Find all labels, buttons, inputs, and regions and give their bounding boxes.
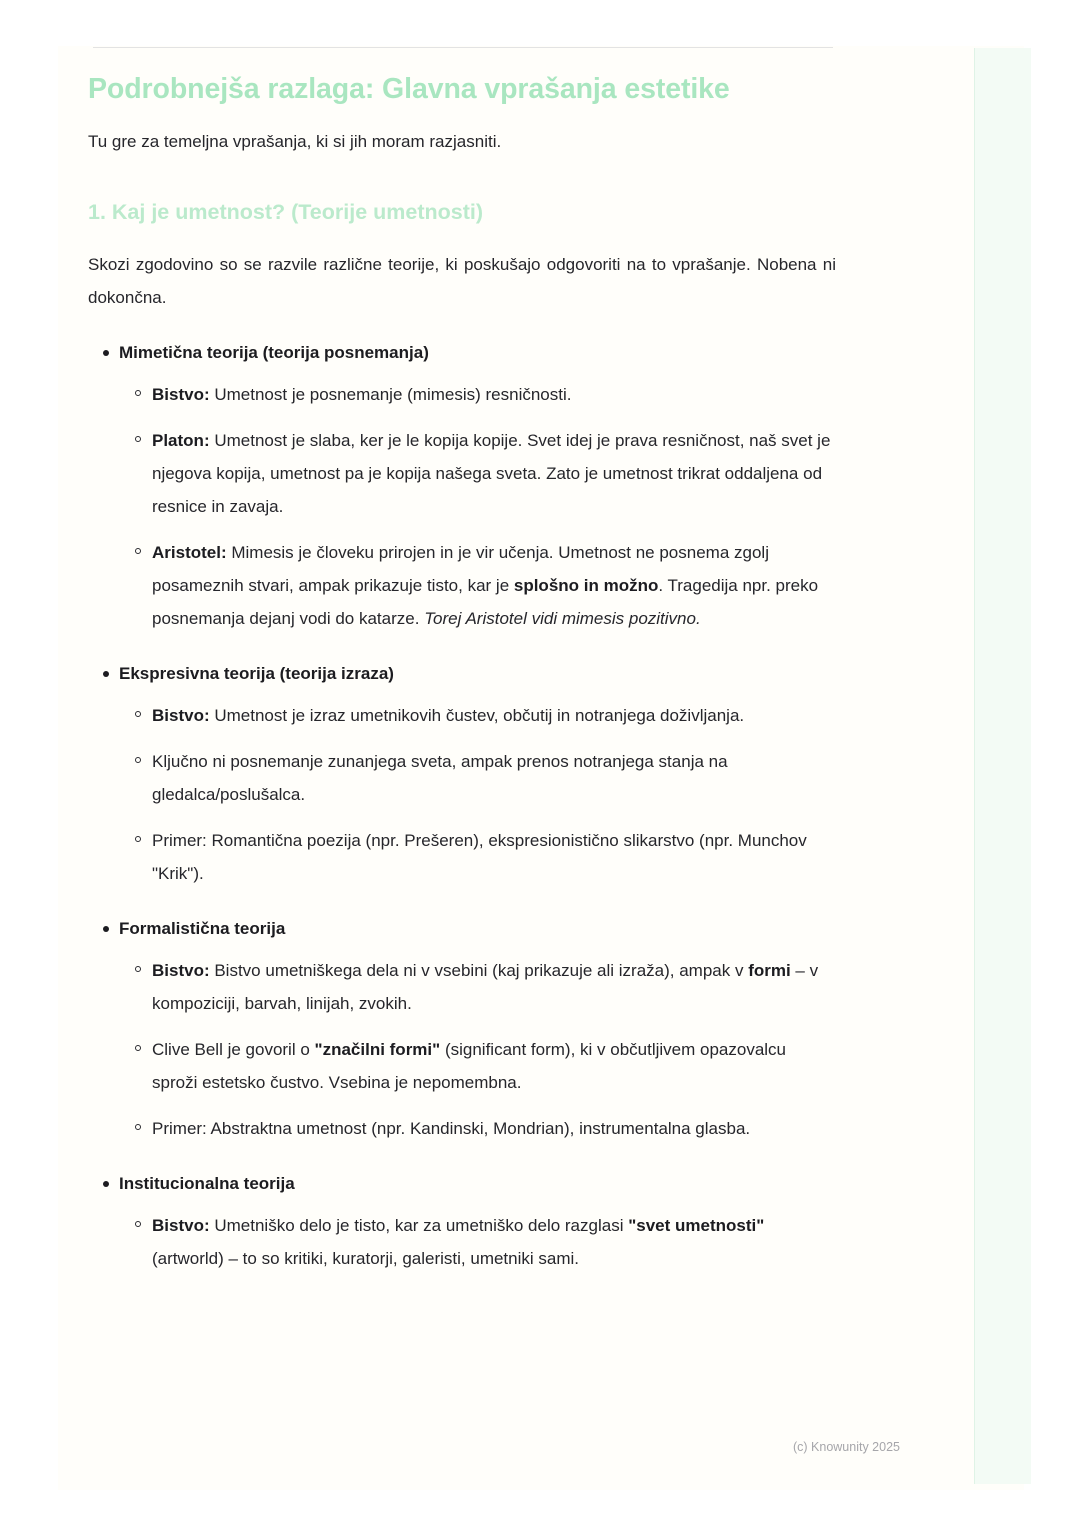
text-run: Ključno ni posnemanje zunanjega sveta, ampak prenos notranjega stanja na gledalca/poslušalca. — [152, 752, 728, 804]
theory-detail-list — [119, 954, 836, 1145]
text-run: Mimesis je človeku prirojen in je vir učenja. Umetnost ne posnema zgolj posameznih stvari, ampak prikazuje tisto, kar je — [152, 543, 769, 595]
page-title: Podrobnejša razlaga: Glavna vprašanja estetike — [88, 73, 730, 105]
theory-detail-list — [119, 699, 836, 890]
text-run: Torej Aristotel vidi mimesis pozitivno. — [424, 609, 701, 628]
bullet-circle-icon — [135, 1124, 141, 1130]
bullet-circle-icon — [135, 390, 141, 396]
lead-paragraph: Tu gre za temeljna vprašanja, ki si jih moram razjasniti. — [88, 132, 502, 151]
theory-detail-text — [152, 699, 836, 732]
bullet-circle-icon — [135, 836, 141, 842]
theory-detail-text — [152, 1033, 836, 1099]
theory-detail-item — [119, 1209, 836, 1275]
theory-detail-item — [119, 954, 836, 1020]
text-run: formi — [748, 961, 791, 980]
text-run: . Tragedija npr. preko posnemanja dejanj vodi do katarze. — [152, 576, 819, 628]
text-run: Bistvo: — [152, 706, 210, 725]
text-run: "svet umetnosti" — [628, 1216, 765, 1235]
theory-detail-text — [152, 954, 836, 1020]
text-run: Primer: Abstraktna umetnost (npr. Kandinski, Mondrian), instrumentalna glasba. — [152, 1119, 751, 1138]
document-body — [88, 70, 836, 1275]
theory-list — [88, 340, 836, 1275]
theory-detail-text — [152, 745, 836, 811]
theory-detail-list — [119, 378, 836, 635]
theory-detail-item — [119, 824, 836, 890]
text-run: – v kompoziciji, barvah, linijah, zvokih. — [152, 961, 819, 1013]
text-run: Aristotel: — [152, 543, 227, 562]
text-run: Umetnost je izraz umetnikovih čustev, občutij in notranjega doživljanja. — [209, 706, 745, 725]
theory-detail-item — [119, 1112, 836, 1145]
bullet-disc-icon — [103, 926, 109, 932]
theory-label: Mimetična teorija (teorija posnemanja) — [119, 343, 429, 362]
text-run: Primer: Romantična poezija (npr. Prešeren), ekspresionistično slikarstvo (npr. Munchov "Krik"). — [152, 831, 807, 883]
theory-detail-item — [119, 699, 836, 732]
text-run: Umetnost je posnemanje (mimesis) resničnosti. — [209, 385, 572, 404]
text-run: Umetniško delo je tisto, kar za umetniško delo razglasi — [209, 1216, 629, 1235]
text-run: Clive Bell je govoril o — [152, 1040, 315, 1059]
theory-detail-text — [152, 378, 836, 411]
text-run: Bistvo: — [152, 961, 210, 980]
theory-item — [88, 916, 836, 1145]
text-run: Bistvo: — [152, 385, 210, 404]
bullet-circle-icon — [135, 1045, 141, 1051]
theory-label: Institucionalna teorija — [119, 1174, 295, 1193]
text-run: "značilni formi" — [314, 1040, 441, 1059]
theory-item — [88, 661, 836, 890]
right-accent-band — [974, 48, 1031, 1484]
theory-detail-item — [119, 536, 836, 635]
text-run: Umetnost je slaba, ker je le kopija kopije. Svet idej je prava resničnost, naš svet je njegova kopija, umetnost pa je kopija našega sveta. Zato je umetnost trikrat oddaljena od resnice in zavaja. — [152, 431, 831, 516]
theory-detail-text — [152, 824, 836, 890]
theory-detail-item — [119, 378, 836, 411]
text-run: splošno in možno — [513, 576, 659, 595]
bullet-disc-icon — [103, 671, 109, 677]
text-run: Platon: — [152, 431, 210, 450]
theory-label: Ekspresivna teorija (teorija izraza) — [119, 664, 394, 683]
theory-detail-text — [152, 424, 836, 523]
bullet-circle-icon — [135, 966, 141, 972]
bullet-disc-icon — [103, 1181, 109, 1187]
copyright-footer: (c) Knowunity 2025 — [792, 1440, 900, 1454]
theory-detail-text — [152, 1112, 836, 1145]
theory-detail-item — [119, 745, 836, 811]
header-divider — [93, 47, 833, 48]
theory-detail-text — [152, 1209, 836, 1275]
bullet-circle-icon — [135, 757, 141, 763]
theory-detail-list — [119, 1209, 836, 1275]
text-run: Bistvo umetniškega dela ni v vsebini (kaj prikazuje ali izraža), ampak v — [209, 961, 749, 980]
text-run: Bistvo: — [152, 1216, 210, 1235]
theory-detail-item — [119, 1033, 836, 1099]
theory-detail-item — [119, 424, 836, 523]
bullet-circle-icon — [135, 711, 141, 717]
bullet-circle-icon — [135, 548, 141, 554]
theory-label: Formalistična teorija — [119, 919, 286, 938]
theory-detail-text — [152, 536, 836, 635]
text-run: (artworld) – to so kritiki, kuratorji, galeristi, umetniki sami. — [152, 1249, 580, 1268]
theory-item — [88, 1171, 836, 1275]
section-intro-paragraph: Skozi zgodovino so se razvile različne teorije, ki poskušajo odgovoriti na to vprašanje. Nobena ni dokončna. — [88, 255, 836, 307]
theory-item — [88, 340, 836, 635]
bullet-disc-icon — [103, 350, 109, 356]
bullet-circle-icon — [135, 436, 141, 442]
bullet-circle-icon — [135, 1221, 141, 1227]
section-heading-1: 1. Kaj je umetnost? (Teorije umetnosti) — [88, 200, 484, 224]
text-run: (significant form), ki v občutljivem opazovalcu sproži estetsko čustvo. Vsebina je nepomembna. — [152, 1040, 787, 1092]
